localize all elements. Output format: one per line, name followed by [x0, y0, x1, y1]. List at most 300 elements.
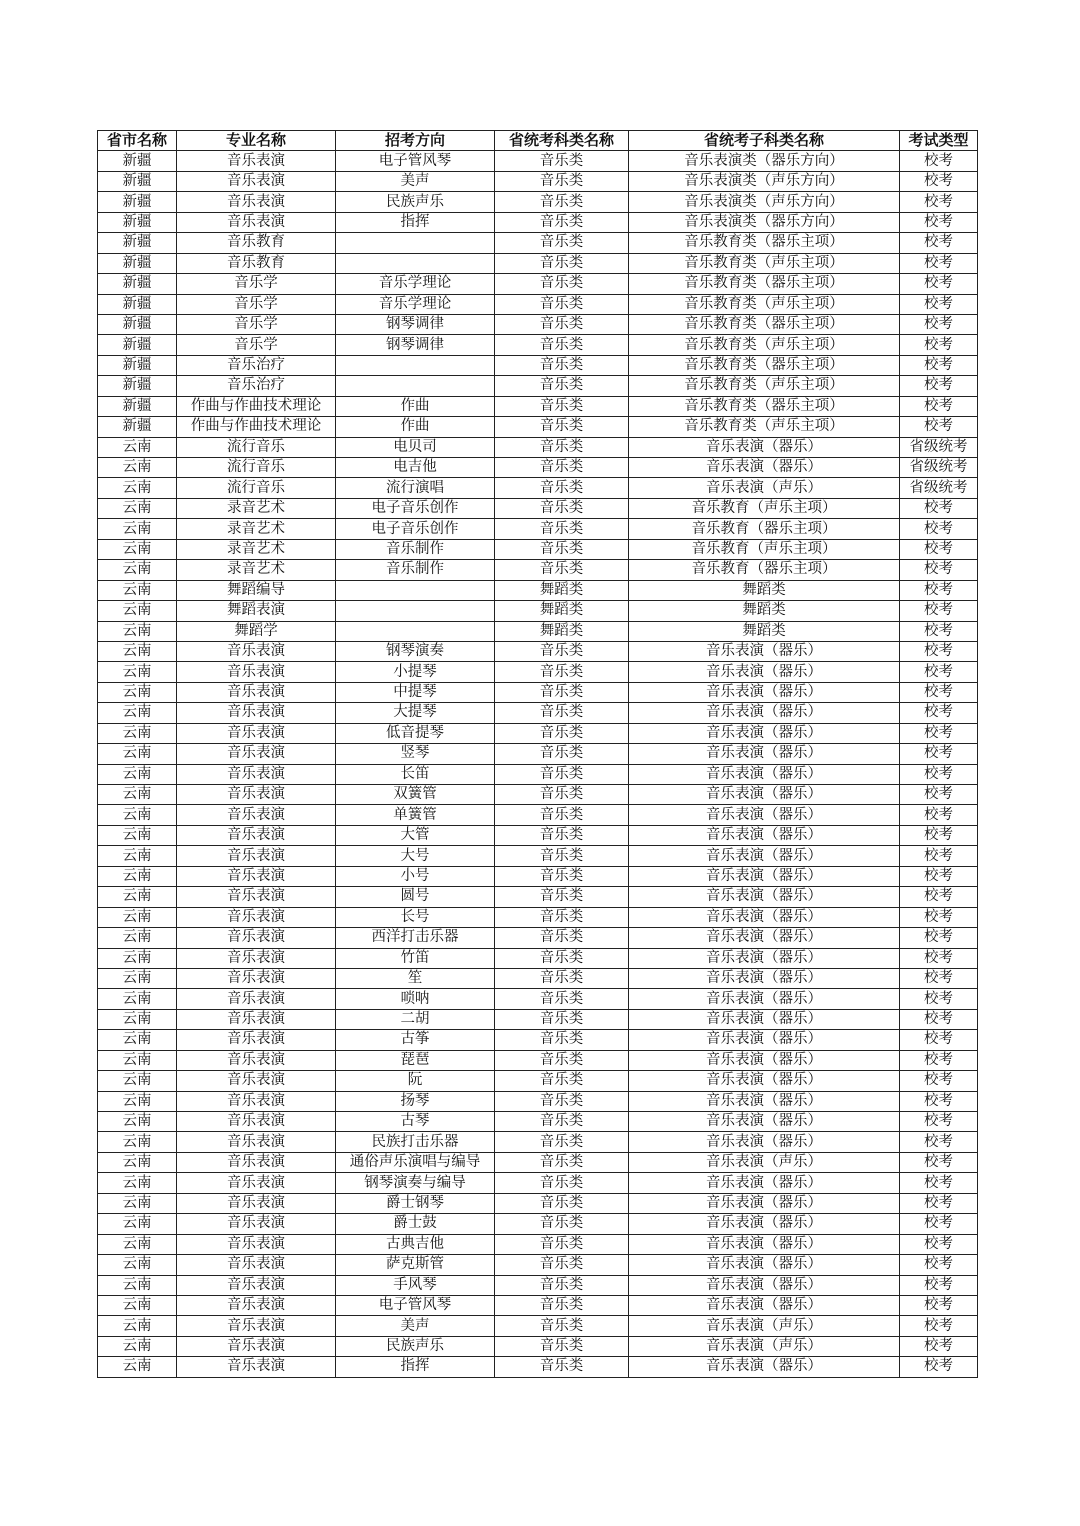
cell-category: 音乐类: [495, 1112, 629, 1132]
cell-direction: 扬琴: [336, 1091, 495, 1111]
cell-major: 音乐治疗: [177, 355, 336, 375]
cell-province: 新疆: [98, 212, 177, 232]
cell-major: 音乐表演: [177, 1336, 336, 1356]
cell-province: 云南: [98, 703, 177, 723]
table-row: [98, 1214, 978, 1234]
cell-direction: [336, 601, 495, 621]
cell-exam-type: 校考: [900, 1214, 978, 1234]
cell-exam-type: 校考: [900, 887, 978, 907]
cell-category: 音乐类: [495, 1173, 629, 1193]
cell-province: 新疆: [98, 151, 177, 171]
cell-direction: 民族打击乐器: [336, 1132, 495, 1152]
header-subcategory: 省统考子科类名称: [629, 131, 900, 151]
cell-major: 录音艺术: [177, 560, 336, 580]
cell-major: 舞蹈表演: [177, 601, 336, 621]
cell-major: 音乐表演: [177, 1295, 336, 1315]
cell-subcategory: 音乐教育类（器乐主项）: [629, 355, 900, 375]
cell-direction: 电子管风琴: [336, 1295, 495, 1315]
cell-major: 录音艺术: [177, 519, 336, 539]
header-category: 省统考科类名称: [495, 131, 629, 151]
cell-subcategory: 音乐表演（器乐）: [629, 1050, 900, 1070]
cell-exam-type: 校考: [900, 253, 978, 273]
cell-exam-type: 校考: [900, 805, 978, 825]
cell-direction: 手风琴: [336, 1275, 495, 1295]
table-row: [98, 171, 978, 191]
cell-direction: 音乐制作: [336, 539, 495, 559]
cell-province: 新疆: [98, 335, 177, 355]
table-row: [98, 1112, 978, 1132]
cell-subcategory: 音乐表演（器乐）: [629, 1193, 900, 1213]
cell-direction: 指挥: [336, 212, 495, 232]
cell-direction: 古琴: [336, 1112, 495, 1132]
table-row: [98, 785, 978, 805]
cell-province: 云南: [98, 1173, 177, 1193]
cell-province: 云南: [98, 1132, 177, 1152]
cell-category: 音乐类: [495, 1050, 629, 1070]
cell-province: 云南: [98, 1050, 177, 1070]
cell-category: 音乐类: [495, 1316, 629, 1336]
cell-exam-type: 校考: [900, 703, 978, 723]
table-row: [98, 887, 978, 907]
cell-subcategory: 音乐表演（器乐）: [629, 1275, 900, 1295]
cell-subcategory: 音乐表演（器乐）: [629, 887, 900, 907]
table-row: [98, 396, 978, 416]
cell-major: 音乐表演: [177, 212, 336, 232]
cell-direction: 小提琴: [336, 662, 495, 682]
cell-major: 音乐教育: [177, 253, 336, 273]
cell-category: 音乐类: [495, 1152, 629, 1172]
table-row: [98, 866, 978, 886]
cell-province: 云南: [98, 519, 177, 539]
cell-exam-type: 校考: [900, 601, 978, 621]
cell-subcategory: 舞蹈类: [629, 621, 900, 641]
cell-major: 音乐表演: [177, 907, 336, 927]
cell-subcategory: 音乐表演（器乐）: [629, 723, 900, 743]
cell-province: 云南: [98, 601, 177, 621]
table-row: [98, 825, 978, 845]
cell-category: 音乐类: [495, 887, 629, 907]
cell-category: 音乐类: [495, 764, 629, 784]
table-row: [98, 989, 978, 1009]
cell-subcategory: 音乐表演（声乐）: [629, 1316, 900, 1336]
cell-direction: 民族声乐: [336, 1336, 495, 1356]
cell-category: 音乐类: [495, 805, 629, 825]
table-row: [98, 1295, 978, 1315]
cell-exam-type: 校考: [900, 1357, 978, 1377]
cell-category: 音乐类: [495, 948, 629, 968]
cell-major: 音乐教育: [177, 233, 336, 253]
cell-direction: 单簧管: [336, 805, 495, 825]
cell-category: 音乐类: [495, 825, 629, 845]
cell-major: 音乐治疗: [177, 376, 336, 396]
cell-exam-type: 校考: [900, 723, 978, 743]
cell-subcategory: 音乐表演（器乐）: [629, 907, 900, 927]
cell-subcategory: 音乐教育（器乐主项）: [629, 560, 900, 580]
cell-major: 作曲与作曲技术理论: [177, 417, 336, 437]
cell-major: 音乐表演: [177, 1316, 336, 1336]
cell-exam-type: 校考: [900, 1173, 978, 1193]
cell-province: 云南: [98, 682, 177, 702]
cell-subcategory: 舞蹈类: [629, 601, 900, 621]
table-header-row: [98, 131, 978, 151]
cell-province: 云南: [98, 539, 177, 559]
cell-province: 新疆: [98, 314, 177, 334]
cell-category: 音乐类: [495, 785, 629, 805]
table-row: [98, 601, 978, 621]
table-row: [98, 1152, 978, 1172]
cell-major: 音乐表演: [177, 968, 336, 988]
cell-category: 音乐类: [495, 968, 629, 988]
cell-direction: 竹笛: [336, 948, 495, 968]
header-exam-type: 考试类型: [900, 131, 978, 151]
cell-province: 云南: [98, 1009, 177, 1029]
cell-subcategory: 音乐表演（器乐）: [629, 1357, 900, 1377]
cell-direction: 通俗声乐演唱与编导: [336, 1152, 495, 1172]
table-row: [98, 274, 978, 294]
cell-direction: 琵琶: [336, 1050, 495, 1070]
cell-province: 云南: [98, 621, 177, 641]
cell-subcategory: 音乐教育类（声乐主项）: [629, 294, 900, 314]
cell-major: 流行音乐: [177, 478, 336, 498]
cell-exam-type: 校考: [900, 682, 978, 702]
cell-direction: 民族声乐: [336, 192, 495, 212]
table-row: [98, 1132, 978, 1152]
cell-subcategory: 音乐表演（器乐）: [629, 846, 900, 866]
cell-subcategory: 音乐教育类（器乐主项）: [629, 396, 900, 416]
cell-province: 新疆: [98, 417, 177, 437]
cell-exam-type: 校考: [900, 825, 978, 845]
cell-category: 音乐类: [495, 396, 629, 416]
cell-direction: 古筝: [336, 1030, 495, 1050]
cell-major: 音乐表演: [177, 682, 336, 702]
table-row: [98, 1030, 978, 1050]
cell-province: 云南: [98, 764, 177, 784]
table-row: [98, 1091, 978, 1111]
cell-category: 音乐类: [495, 1030, 629, 1050]
cell-province: 云南: [98, 498, 177, 518]
cell-direction: [336, 253, 495, 273]
cell-subcategory: 音乐表演（器乐）: [629, 1071, 900, 1091]
cell-subcategory: 音乐教育（器乐主项）: [629, 519, 900, 539]
cell-exam-type: 校考: [900, 1112, 978, 1132]
cell-subcategory: 音乐表演（器乐）: [629, 764, 900, 784]
cell-direction: 西洋打击乐器: [336, 928, 495, 948]
cell-exam-type: 校考: [900, 171, 978, 191]
table-row: [98, 192, 978, 212]
table-row: [98, 1173, 978, 1193]
cell-major: 音乐表演: [177, 805, 336, 825]
cell-exam-type: 校考: [900, 151, 978, 171]
cell-province: 云南: [98, 1091, 177, 1111]
table-row: [98, 1193, 978, 1213]
cell-major: 音乐表演: [177, 1193, 336, 1213]
cell-direction: 电子管风琴: [336, 151, 495, 171]
cell-province: 云南: [98, 1152, 177, 1172]
cell-subcategory: 音乐表演（声乐）: [629, 1336, 900, 1356]
cell-exam-type: 校考: [900, 580, 978, 600]
cell-category: 音乐类: [495, 498, 629, 518]
cell-exam-type: 校考: [900, 662, 978, 682]
cell-direction: 萨克斯管: [336, 1255, 495, 1275]
cell-major: 流行音乐: [177, 437, 336, 457]
cell-subcategory: 音乐表演（器乐）: [629, 928, 900, 948]
cell-major: 录音艺术: [177, 539, 336, 559]
cell-category: 音乐类: [495, 560, 629, 580]
cell-category: 音乐类: [495, 151, 629, 171]
cell-exam-type: 校考: [900, 1316, 978, 1336]
cell-province: 云南: [98, 662, 177, 682]
cell-exam-type: 校考: [900, 294, 978, 314]
cell-exam-type: 校考: [900, 641, 978, 661]
cell-direction: 电吉他: [336, 458, 495, 478]
table-row: [98, 1050, 978, 1070]
cell-direction: 作曲: [336, 417, 495, 437]
cell-subcategory: 音乐表演（器乐）: [629, 703, 900, 723]
cell-exam-type: 校考: [900, 928, 978, 948]
cell-province: 云南: [98, 437, 177, 457]
cell-subcategory: 音乐表演类（器乐方向）: [629, 212, 900, 232]
cell-exam-type: 校考: [900, 274, 978, 294]
cell-exam-type: 校考: [900, 1234, 978, 1254]
cell-subcategory: 音乐表演（器乐）: [629, 1030, 900, 1050]
cell-direction: 中提琴: [336, 682, 495, 702]
cell-category: 舞蹈类: [495, 580, 629, 600]
cell-major: 音乐表演: [177, 1112, 336, 1132]
cell-exam-type: 校考: [900, 355, 978, 375]
cell-major: 音乐表演: [177, 1050, 336, 1070]
cell-subcategory: 音乐表演（器乐）: [629, 989, 900, 1009]
cell-subcategory: 音乐表演（器乐）: [629, 785, 900, 805]
cell-exam-type: 校考: [900, 989, 978, 1009]
cell-subcategory: 音乐表演（器乐）: [629, 968, 900, 988]
table-row: [98, 846, 978, 866]
cell-direction: 指挥: [336, 1357, 495, 1377]
cell-exam-type: 校考: [900, 866, 978, 886]
cell-category: 音乐类: [495, 1132, 629, 1152]
cell-subcategory: 音乐表演（器乐）: [629, 641, 900, 661]
cell-province: 云南: [98, 989, 177, 1009]
cell-subcategory: 音乐表演（器乐）: [629, 866, 900, 886]
cell-category: 音乐类: [495, 1336, 629, 1356]
cell-subcategory: 音乐教育（声乐主项）: [629, 539, 900, 559]
table-row: [98, 437, 978, 457]
cell-subcategory: 音乐表演（器乐）: [629, 1214, 900, 1234]
cell-category: 音乐类: [495, 744, 629, 764]
cell-major: 音乐表演: [177, 764, 336, 784]
cell-exam-type: 校考: [900, 1091, 978, 1111]
table-row: [98, 948, 978, 968]
cell-exam-type: 校考: [900, 233, 978, 253]
table-row: [98, 621, 978, 641]
cell-major: 音乐表演: [177, 785, 336, 805]
cell-category: 音乐类: [495, 1071, 629, 1091]
cell-direction: 圆号: [336, 887, 495, 907]
cell-direction: 二胡: [336, 1009, 495, 1029]
cell-major: 音乐表演: [177, 846, 336, 866]
cell-major: 音乐表演: [177, 1091, 336, 1111]
cell-exam-type: 校考: [900, 212, 978, 232]
cell-direction: 唢呐: [336, 989, 495, 1009]
cell-category: 音乐类: [495, 866, 629, 886]
cell-direction: [336, 376, 495, 396]
cell-direction: 爵士鼓: [336, 1214, 495, 1234]
cell-exam-type: 校考: [900, 519, 978, 539]
table-row: [98, 764, 978, 784]
table-row: [98, 805, 978, 825]
cell-direction: 钢琴调律: [336, 335, 495, 355]
cell-direction: 钢琴演奏: [336, 641, 495, 661]
cell-subcategory: 音乐表演（器乐）: [629, 948, 900, 968]
cell-major: 音乐表演: [177, 744, 336, 764]
header-province: 省市名称: [98, 131, 177, 151]
cell-major: 音乐表演: [177, 192, 336, 212]
cell-major: 音乐表演: [177, 1009, 336, 1029]
cell-major: 流行音乐: [177, 458, 336, 478]
table-row: [98, 478, 978, 498]
cell-major: 音乐表演: [177, 1071, 336, 1091]
cell-subcategory: 音乐表演类（声乐方向）: [629, 171, 900, 191]
table-row: [98, 314, 978, 334]
cell-exam-type: 校考: [900, 1132, 978, 1152]
cell-category: 音乐类: [495, 233, 629, 253]
table-row: [98, 968, 978, 988]
cell-direction: 电贝司: [336, 437, 495, 457]
cell-exam-type: 校考: [900, 192, 978, 212]
cell-exam-type: 省级统考: [900, 478, 978, 498]
cell-direction: 作曲: [336, 396, 495, 416]
cell-exam-type: 省级统考: [900, 458, 978, 478]
cell-direction: 低音提琴: [336, 723, 495, 743]
table-row: [98, 498, 978, 518]
cell-direction: 大提琴: [336, 703, 495, 723]
table-row: [98, 1275, 978, 1295]
cell-province: 云南: [98, 1112, 177, 1132]
cell-category: 音乐类: [495, 928, 629, 948]
table-row: [98, 928, 978, 948]
cell-subcategory: 音乐表演（声乐）: [629, 1152, 900, 1172]
cell-subcategory: 音乐表演（器乐）: [629, 682, 900, 702]
cell-major: 音乐表演: [177, 887, 336, 907]
cell-province: 新疆: [98, 171, 177, 191]
cell-province: 云南: [98, 1295, 177, 1315]
cell-exam-type: 校考: [900, 1030, 978, 1050]
cell-major: 作曲与作曲技术理论: [177, 396, 336, 416]
cell-category: 音乐类: [495, 1295, 629, 1315]
cell-direction: 长笛: [336, 764, 495, 784]
header-direction: 招考方向: [336, 131, 495, 151]
cell-exam-type: 校考: [900, 560, 978, 580]
table-row: [98, 151, 978, 171]
cell-direction: 钢琴演奏与编导: [336, 1173, 495, 1193]
cell-subcategory: 音乐教育（声乐主项）: [629, 498, 900, 518]
cell-major: 音乐表演: [177, 1234, 336, 1254]
cell-category: 音乐类: [495, 662, 629, 682]
cell-major: 音乐表演: [177, 1275, 336, 1295]
cell-exam-type: 校考: [900, 335, 978, 355]
cell-direction: 电子音乐创作: [336, 498, 495, 518]
cell-subcategory: 音乐表演（器乐）: [629, 662, 900, 682]
cell-category: 音乐类: [495, 437, 629, 457]
cell-exam-type: 校考: [900, 1295, 978, 1315]
cell-exam-type: 校考: [900, 376, 978, 396]
cell-province: 新疆: [98, 233, 177, 253]
cell-major: 音乐表演: [177, 948, 336, 968]
cell-category: 音乐类: [495, 314, 629, 334]
cell-major: 音乐表演: [177, 1173, 336, 1193]
cell-major: 音乐表演: [177, 723, 336, 743]
cell-direction: [336, 580, 495, 600]
cell-category: 音乐类: [495, 478, 629, 498]
cell-major: 音乐学: [177, 274, 336, 294]
cell-province: 云南: [98, 825, 177, 845]
cell-province: 新疆: [98, 355, 177, 375]
table-row: [98, 1316, 978, 1336]
cell-exam-type: 校考: [900, 1193, 978, 1213]
cell-exam-type: 校考: [900, 764, 978, 784]
cell-direction: 美声: [336, 171, 495, 191]
cell-province: 云南: [98, 1336, 177, 1356]
table-row: [98, 723, 978, 743]
header-major: 专业名称: [177, 131, 336, 151]
cell-exam-type: 校考: [900, 621, 978, 641]
cell-major: 音乐表演: [177, 1357, 336, 1377]
cell-category: 音乐类: [495, 703, 629, 723]
cell-direction: [336, 233, 495, 253]
table-row: [98, 1234, 978, 1254]
cell-province: 云南: [98, 1255, 177, 1275]
cell-exam-type: 省级统考: [900, 437, 978, 457]
cell-category: 音乐类: [495, 171, 629, 191]
cell-subcategory: 音乐表演（器乐）: [629, 1295, 900, 1315]
cell-major: 音乐表演: [177, 866, 336, 886]
table-row: [98, 641, 978, 661]
cell-category: 音乐类: [495, 519, 629, 539]
cell-direction: 竖琴: [336, 744, 495, 764]
cell-exam-type: 校考: [900, 948, 978, 968]
cell-direction: 古典吉他: [336, 1234, 495, 1254]
cell-subcategory: 音乐教育类（声乐主项）: [629, 335, 900, 355]
cell-subcategory: 音乐表演（器乐）: [629, 805, 900, 825]
cell-subcategory: 音乐教育类（声乐主项）: [629, 376, 900, 396]
cell-exam-type: 校考: [900, 744, 978, 764]
cell-province: 云南: [98, 458, 177, 478]
cell-subcategory: 音乐表演（器乐）: [629, 1255, 900, 1275]
table-row: [98, 539, 978, 559]
cell-province: 新疆: [98, 376, 177, 396]
cell-subcategory: 音乐表演（器乐）: [629, 744, 900, 764]
cell-direction: 大管: [336, 825, 495, 845]
cell-subcategory: 音乐表演（器乐）: [629, 825, 900, 845]
table-row: [98, 458, 978, 478]
cell-major: 音乐表演: [177, 703, 336, 723]
table-row: [98, 212, 978, 232]
cell-subcategory: 音乐教育类（器乐主项）: [629, 274, 900, 294]
cell-subcategory: 音乐教育类（声乐主项）: [629, 253, 900, 273]
cell-major: 音乐表演: [177, 1132, 336, 1152]
cell-major: 音乐表演: [177, 1255, 336, 1275]
cell-category: 音乐类: [495, 539, 629, 559]
table-row: [98, 1255, 978, 1275]
table-row: [98, 703, 978, 723]
cell-direction: 阮: [336, 1071, 495, 1091]
cell-province: 云南: [98, 968, 177, 988]
table-row: [98, 580, 978, 600]
cell-subcategory: 音乐表演类（器乐方向）: [629, 151, 900, 171]
cell-province: 云南: [98, 1214, 177, 1234]
cell-province: 云南: [98, 866, 177, 886]
cell-exam-type: 校考: [900, 907, 978, 927]
cell-direction: 音乐学理论: [336, 274, 495, 294]
